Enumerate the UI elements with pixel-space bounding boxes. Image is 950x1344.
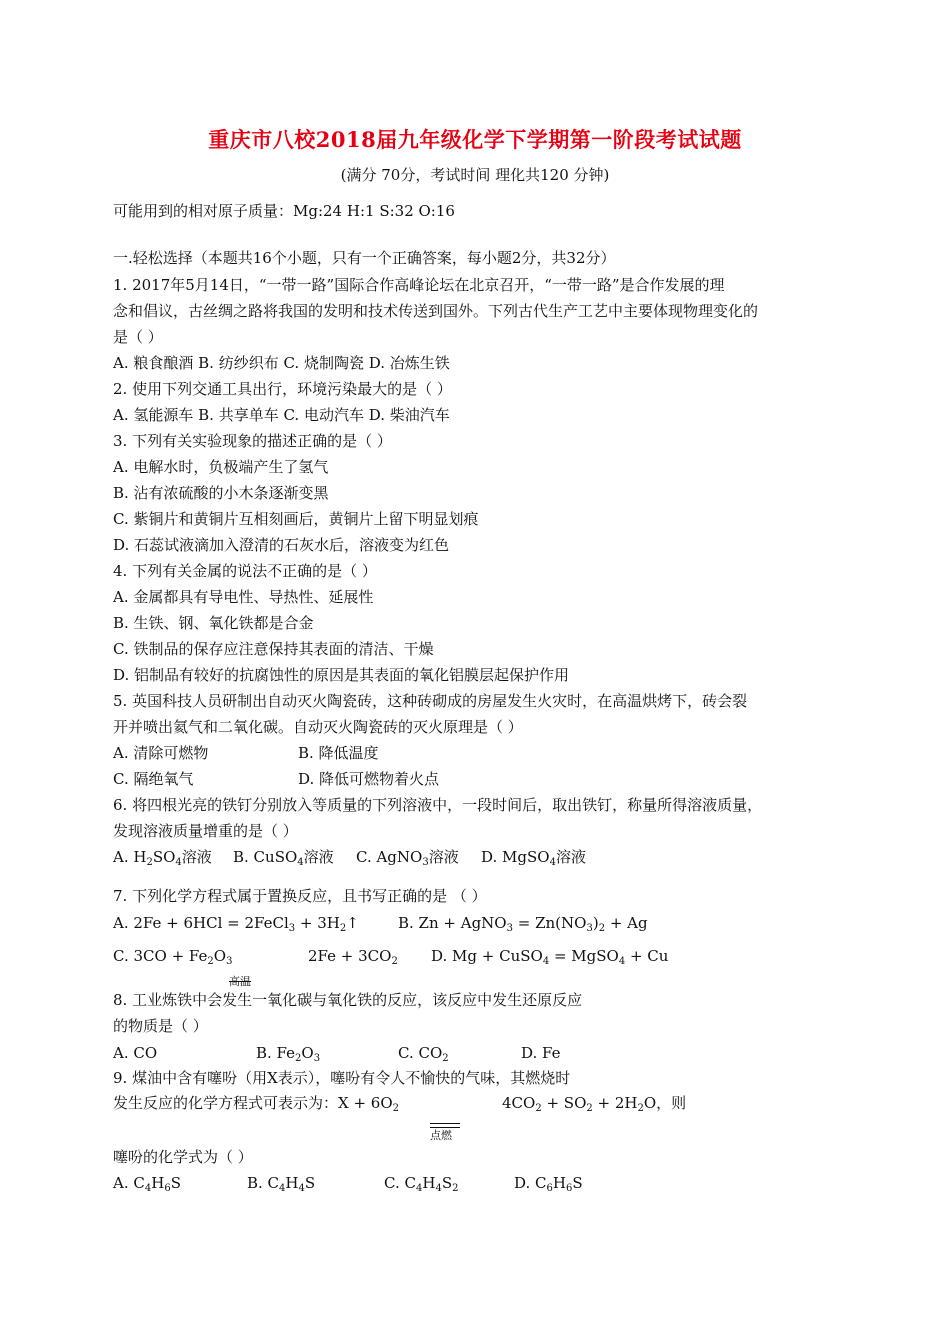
q6-option-c: C. AgNO$_3$溶液 (356, 848, 459, 868)
q4-option-b: B. 生铁、钢、氧化铁都是合金 (113, 614, 314, 632)
q2-stem: 2. 使用下列交通工具出行，环境污染最大的是（ ） (113, 380, 452, 398)
q4-option-a: A. 金属都具有导电性、导热性、延展性 (113, 588, 374, 606)
q6-option-b: B. CuSO$_4$溶液 (233, 848, 334, 868)
q1-stem-line2: 念和倡议，古丝绸之路将我国的发明和技术传送到国外。下列古代生产工艺中主要体现物理变化的 (113, 302, 759, 320)
q2-options: A. 氢能源车 B. 共享单车 C. 电动汽车 D. 柴油汽车 (113, 406, 450, 424)
q5-option-a: A. 清除可燃物 (113, 744, 209, 762)
q6-option-d: D. MgSO$_4$溶液 (481, 848, 586, 868)
q5-stem-line1: 5. 英国科技人员研制出自动灭火陶瓷砖，这种砖砌成的房屋发生火灾时，在高温烘烤下，砖会裂 (113, 692, 748, 710)
q4-option-c: C. 铁制品的保存应注意保持其表面的清洁、干燥 (113, 640, 434, 658)
q9-reaction-condition: 点燃 (430, 1129, 452, 1142)
q5-stem-line2: 开并喷出氦气和二氧化碳。自动灭火陶瓷砖的灭火原理是（ ） (113, 718, 523, 736)
q3-option-b: B. 沾有浓硫酸的小木条逐渐变黑 (113, 484, 329, 502)
q4-option-d: D. 铝制品有较好的抗腐蚀性的原因是其表面的氧化铝膜层起保护作用 (113, 666, 570, 684)
q7-reaction-condition: 高温 (229, 975, 251, 988)
q9-option-c: C. $C_4H_4S_2$ (384, 1174, 459, 1194)
q7-option-c-products: $2Fe + 3CO_2$ (308, 947, 398, 967)
q9-option-a: A. $C_4H_6S$ (113, 1174, 181, 1194)
q9-equation-left: 发生反应的化学方程式可表示为：$X + 6O_2$ (113, 1094, 400, 1114)
q9-option-b: B. $C_4H_4S$ (247, 1174, 316, 1194)
q8-option-c: C. $CO_2$ (398, 1044, 449, 1064)
q3-option-a: A. 电解水时，负极端产生了氢气 (113, 458, 329, 476)
q8-option-b: B. $Fe_2O_3$ (256, 1044, 321, 1064)
q7-option-a: A. 2Fe + 6HCl = 2FeCl$_3$ + $3H_2↑$ (113, 914, 359, 934)
q6-stem-line2: 发现溶液质量增重的是（ ） (113, 822, 298, 840)
q5-option-c: C. 隔绝氧气 (113, 770, 194, 788)
q7-option-d: D. Mg + CuSO$_4$ = MgSO$_4$ + Cu (431, 947, 669, 967)
q1-options: A. 粮食酿酒 B. 纺纱织布 C. 烧制陶瓷 D. 冶炼生铁 (113, 354, 450, 372)
q7-stem: 7. 下列化学方程式属于置换反应，且书写正确的是 （ ） (113, 887, 487, 905)
q7-option-b: B. Zn + AgNO$_3$ = $Zn(NO_3)_2 + Ag$ (398, 914, 648, 934)
section-heading: 一.轻松选择（本题共16个小题，只有一个正确答案，每小题2分，共32分） (113, 249, 616, 267)
q1-stem-line1: 1. 2017年5月14日，“一带一路”国际合作高峰论坛在北京召开，“一带一路”是合作发展的理 (113, 276, 725, 294)
q3-stem: 3. 下列有关实验现象的描述正确的是（ ） (113, 432, 392, 450)
q9-stem-line1: 9. 煤油中含有噻吩（用X表示），噻吩有令人不愉快的气味，其燃烧时 (113, 1069, 571, 1087)
exam-subtitle: (满分 70分，考试时间 理化共120 分钟) (340, 166, 610, 184)
q9-stem-line3: 噻吩的化学式为（ ） (113, 1148, 253, 1166)
q5-option-d: D. 降低可燃物着火点 (298, 770, 440, 788)
q7-option-c-reactants: C. $3CO + Fe_2O_3$ (113, 947, 233, 967)
q8-stem-line2: 的物质是（ ） (113, 1017, 208, 1035)
q6-option-a: A. $H_2SO_4$溶液 (113, 848, 212, 868)
q8-option-d: D. Fe (521, 1044, 561, 1062)
q9-equation-right: $4CO_2 + SO_2 + 2H_2O$，则 (502, 1094, 687, 1114)
q3-option-d: D. 石蕊试液滴加入澄清的石灰水后，溶液变为红色 (113, 536, 450, 554)
q8-stem-line1: 8. 工业炼铁中会发生一氧化碳与氧化铁的反应，该反应中发生还原反应 (113, 991, 583, 1009)
q3-option-c: C. 紫铜片和黄铜片互相刻画后，黄铜片上留下明显划痕 (113, 510, 479, 528)
atomic-masses: 可能用到的相对原子质量：Mg:24 H:1 S:32 O:16 (113, 202, 455, 220)
q5-option-b: B. 降低温度 (298, 744, 379, 762)
page-title: 重庆市八校2018届九年级化学下学期第一阶段考试试题 (208, 127, 742, 152)
q9-option-d: D. $C_6H_6S$ (514, 1174, 583, 1194)
q4-stem: 4. 下列有关金属的说法不正确的是（ ） (113, 562, 377, 580)
q1-stem-line3: 是（ ） (113, 328, 163, 346)
q8-option-a: A. CO (113, 1044, 158, 1062)
q6-stem-line1: 6. 将四根光亮的铁钉分别放入等质量的下列溶液中，一段时间后，取出铁钉，称量所得溶液质量， (113, 796, 763, 814)
